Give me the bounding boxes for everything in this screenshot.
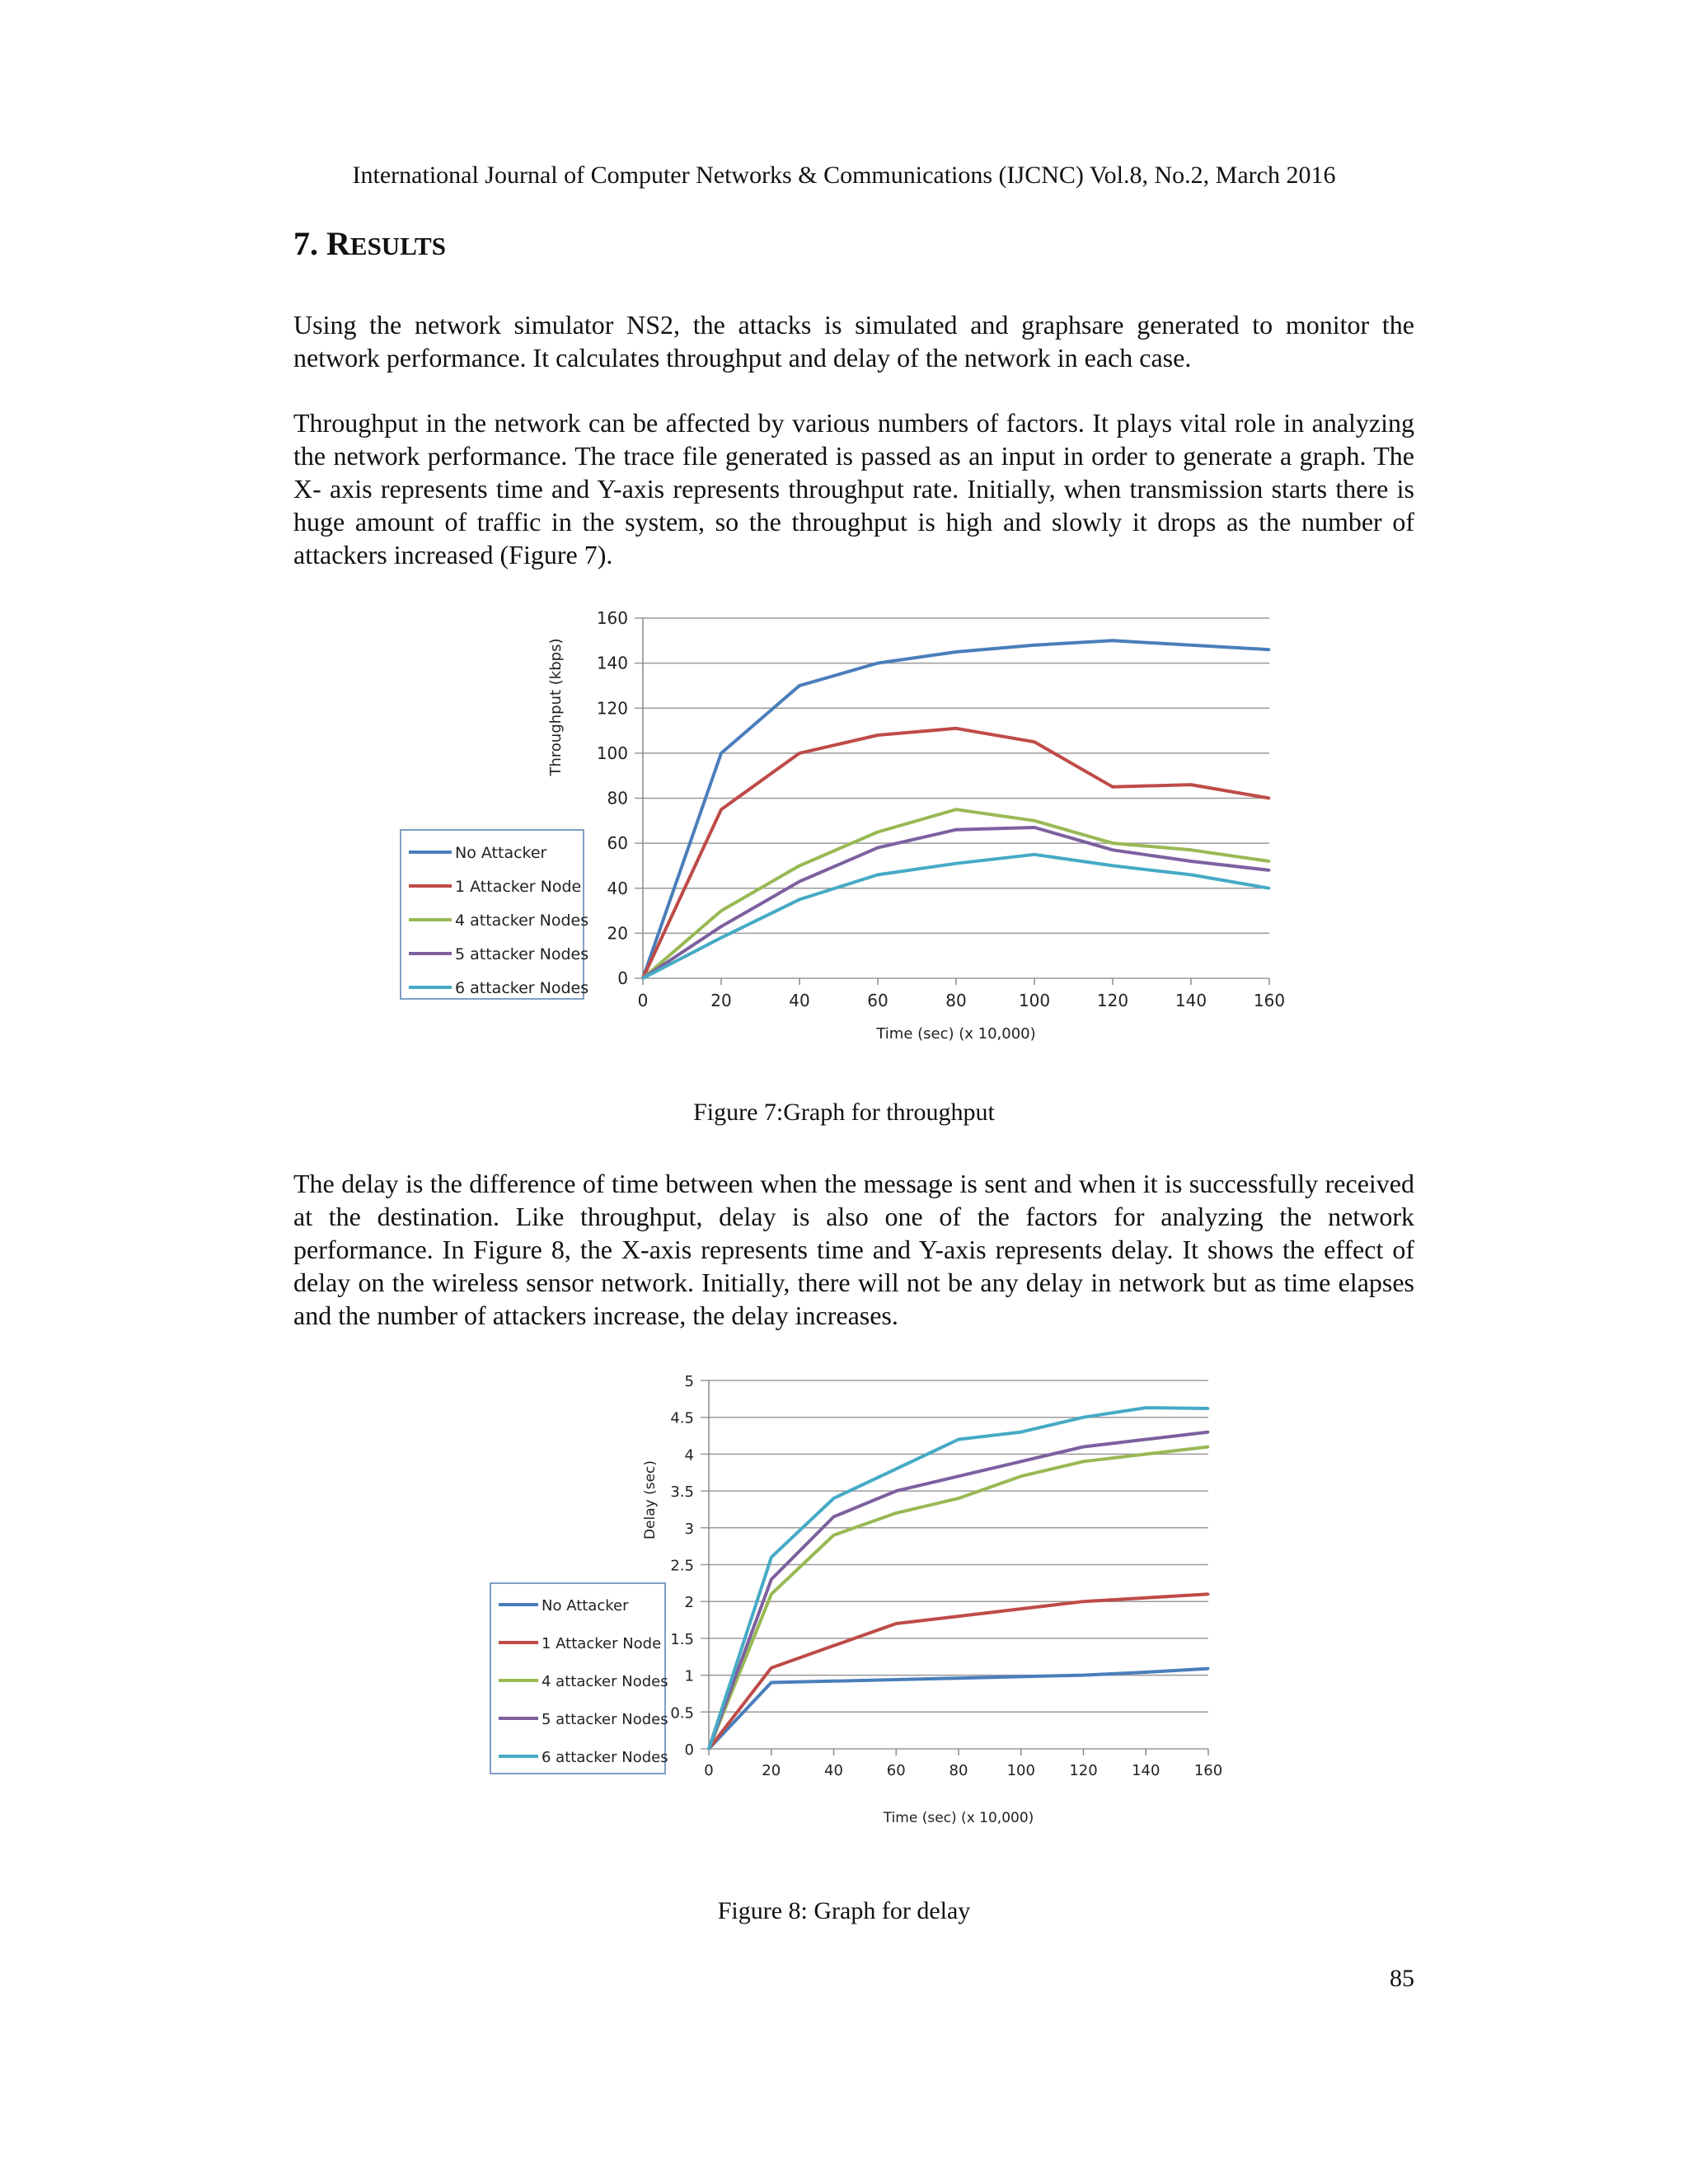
y-tick-label: 3.5 bbox=[670, 1483, 694, 1502]
data-point bbox=[799, 865, 801, 867]
data-point bbox=[1207, 1446, 1210, 1448]
data-point bbox=[877, 662, 879, 664]
data-point bbox=[895, 1623, 898, 1625]
paragraph-intro: Using the network simulator NS2, the attacks is simulated and graphsare generated to monitor the network performance. It calculates throughput and delay of the network in each case. bbox=[293, 310, 1414, 373]
data-point bbox=[877, 874, 879, 876]
x-tick-label: 140 bbox=[1132, 1762, 1160, 1779]
x-tick-label: 20 bbox=[710, 991, 732, 1010]
data-point bbox=[1020, 1431, 1022, 1433]
data-point bbox=[895, 1468, 898, 1470]
data-point bbox=[958, 1615, 960, 1618]
data-point bbox=[1268, 797, 1271, 799]
data-point bbox=[877, 846, 879, 849]
data-point bbox=[877, 831, 879, 833]
y-tick-label: 120 bbox=[596, 698, 628, 719]
data-point bbox=[1020, 1675, 1022, 1678]
data-point bbox=[1207, 1667, 1210, 1670]
data-point bbox=[770, 1578, 772, 1581]
y-tick-label: 0.5 bbox=[670, 1704, 694, 1722]
data-point bbox=[1190, 874, 1193, 876]
data-point bbox=[1190, 644, 1193, 646]
data-point bbox=[955, 808, 958, 811]
data-point bbox=[1145, 1453, 1147, 1455]
data-point bbox=[1034, 741, 1036, 743]
figure-7-caption: Figure 7:Graph for throughput bbox=[693, 1099, 995, 1126]
x-axis-label: Time (sec) (x 10,000) bbox=[876, 1025, 1036, 1043]
y-tick-label: 40 bbox=[607, 878, 628, 898]
data-point bbox=[1207, 1593, 1210, 1596]
data-point bbox=[1082, 1416, 1085, 1418]
x-tick-label: 120 bbox=[1096, 991, 1129, 1010]
data-point bbox=[1112, 865, 1114, 867]
y-tick-label: 160 bbox=[596, 608, 628, 628]
legend-entry: 6 attacker Nodes bbox=[455, 979, 589, 997]
data-point bbox=[955, 727, 958, 729]
x-tick-label: 80 bbox=[949, 1762, 968, 1779]
x-tick-label: 60 bbox=[886, 1762, 906, 1779]
data-point bbox=[832, 1644, 835, 1647]
section-title-initial: R bbox=[326, 225, 350, 262]
data-point bbox=[1190, 849, 1193, 851]
y-tick-label: 1 bbox=[684, 1667, 694, 1685]
data-point bbox=[799, 880, 801, 883]
data-point bbox=[1268, 869, 1271, 871]
legend-entry: 6 attacker Nodes bbox=[542, 1749, 668, 1766]
data-point bbox=[958, 1475, 960, 1478]
data-point bbox=[1034, 853, 1036, 855]
data-point bbox=[832, 1534, 835, 1536]
data-point bbox=[1207, 1431, 1210, 1433]
data-point bbox=[799, 752, 801, 754]
data-point bbox=[770, 1681, 772, 1684]
x-tick-label: 160 bbox=[1253, 991, 1286, 1010]
data-point bbox=[720, 752, 723, 754]
y-tick-label: 5 bbox=[684, 1373, 694, 1390]
y-tick-label: 100 bbox=[596, 743, 628, 763]
y-tick-label: 2 bbox=[684, 1594, 694, 1612]
data-point bbox=[1112, 849, 1114, 851]
data-point bbox=[1112, 842, 1114, 845]
x-tick-label: 60 bbox=[867, 991, 889, 1010]
series-line-2 bbox=[643, 729, 1269, 978]
data-point bbox=[770, 1593, 772, 1596]
y-tick-label: 0 bbox=[684, 1741, 694, 1759]
data-point bbox=[958, 1497, 960, 1500]
x-axis-label: Time (sec) (x 10,000) bbox=[883, 1810, 1034, 1826]
section-number: 7. bbox=[293, 225, 318, 262]
series-line-3 bbox=[643, 809, 1269, 978]
data-point bbox=[955, 650, 958, 653]
x-tick-label: 40 bbox=[824, 1762, 843, 1779]
legend-entry: 4 attacker Nodes bbox=[542, 1673, 668, 1690]
x-tick-label: 100 bbox=[1006, 1762, 1035, 1779]
data-point bbox=[1082, 1460, 1085, 1463]
y-tick-label: 4.5 bbox=[670, 1409, 694, 1427]
figure-8-caption: Figure 8: Graph for delay bbox=[717, 1897, 971, 1924]
y-tick-label: 1.5 bbox=[670, 1630, 694, 1648]
data-point bbox=[1112, 640, 1114, 642]
legend-entry: 5 attacker Nodes bbox=[455, 945, 589, 963]
data-point bbox=[1082, 1446, 1085, 1448]
data-point bbox=[877, 734, 879, 737]
y-tick-label: 80 bbox=[607, 788, 628, 808]
data-point bbox=[1020, 1475, 1022, 1478]
data-point bbox=[832, 1497, 835, 1500]
data-point bbox=[955, 828, 958, 831]
journal-header: International Journal of Computer Networks & Communications (IJCNC) Vol.8, No.2, March 2016 bbox=[352, 162, 1336, 189]
legend-entry: 5 attacker Nodes bbox=[542, 1711, 668, 1728]
data-point bbox=[1020, 1460, 1022, 1463]
legend-entry: 1 Attacker Node bbox=[542, 1635, 662, 1652]
data-point bbox=[1020, 1608, 1022, 1610]
data-point bbox=[799, 898, 801, 901]
data-point bbox=[1268, 887, 1271, 889]
delay-chart bbox=[486, 1352, 1228, 1846]
data-point bbox=[642, 977, 645, 980]
legend-entry: 1 Attacker Node bbox=[455, 878, 582, 896]
y-tick-label: 20 bbox=[607, 923, 628, 944]
y-tick-label: 4 bbox=[684, 1446, 694, 1465]
section-title bbox=[293, 224, 446, 263]
data-point bbox=[895, 1511, 898, 1514]
data-point bbox=[1207, 1407, 1210, 1409]
series-line-5 bbox=[709, 1408, 1208, 1749]
y-axis-label: Throughput (kbps) bbox=[547, 638, 565, 776]
x-tick-label: 140 bbox=[1175, 991, 1207, 1010]
x-tick-label: 0 bbox=[704, 1762, 714, 1779]
data-point bbox=[1034, 644, 1036, 646]
data-point bbox=[1145, 1671, 1147, 1674]
data-point bbox=[895, 1490, 898, 1493]
section-title-rest: ESULTS bbox=[349, 232, 446, 260]
data-point bbox=[770, 1556, 772, 1558]
data-point bbox=[832, 1680, 835, 1682]
data-point bbox=[895, 1678, 898, 1680]
data-point bbox=[1268, 649, 1271, 651]
legend-entry: No Attacker bbox=[455, 844, 547, 862]
paragraph-throughput: Throughput in the network can be affected by various numbers of factors. It plays vital role in analyzing the network performance. The trace file generated is passed as an input in order to generate a graph. The X- axis represents time and Y-axis represents throughput rate. Initially, when transmission starts there is huge amount of traffic in the system, so the throughput is high and slowly it drops as the number of attackers increased (Figure 7). bbox=[293, 408, 1414, 569]
y-tick-label: 2.5 bbox=[670, 1557, 694, 1575]
data-point bbox=[720, 936, 723, 939]
data-point bbox=[958, 1677, 960, 1680]
x-tick-label: 80 bbox=[945, 991, 967, 1010]
x-tick-label: 160 bbox=[1193, 1762, 1223, 1779]
data-point bbox=[955, 862, 958, 865]
data-point bbox=[832, 1516, 835, 1518]
data-point bbox=[1034, 827, 1036, 829]
x-tick-label: 0 bbox=[637, 991, 649, 1010]
series-line-1 bbox=[709, 1669, 1208, 1749]
legend-entry: No Attacker bbox=[542, 1597, 629, 1615]
data-point bbox=[1145, 1407, 1147, 1409]
page-number: 85 bbox=[1390, 1965, 1414, 1992]
data-point bbox=[1034, 819, 1036, 822]
x-tick-label: 100 bbox=[1018, 991, 1051, 1010]
y-tick-label: 140 bbox=[596, 653, 628, 673]
y-tick-label: 3 bbox=[684, 1520, 694, 1538]
y-tick-label: 0 bbox=[617, 968, 628, 988]
legend-entry: 4 attacker Nodes bbox=[455, 912, 589, 930]
data-point bbox=[1112, 785, 1114, 788]
data-point bbox=[708, 1748, 710, 1750]
data-point bbox=[720, 926, 723, 928]
x-tick-label: 20 bbox=[762, 1762, 781, 1779]
data-point bbox=[1082, 1674, 1085, 1676]
series-line-4 bbox=[709, 1432, 1208, 1749]
y-axis-label: Delay (sec) bbox=[642, 1460, 659, 1540]
data-point bbox=[1082, 1601, 1085, 1603]
throughput-chart bbox=[396, 593, 1319, 1055]
data-point bbox=[799, 684, 801, 687]
data-point bbox=[1268, 860, 1271, 862]
data-point bbox=[1145, 1438, 1147, 1441]
data-point bbox=[770, 1666, 772, 1669]
data-point bbox=[1190, 860, 1193, 862]
data-point bbox=[1190, 784, 1193, 786]
data-point bbox=[720, 910, 723, 912]
data-point bbox=[720, 808, 723, 811]
data-point bbox=[958, 1438, 960, 1441]
x-tick-label: 40 bbox=[789, 991, 810, 1010]
paragraph-delay: The delay is the difference of time between when the message is sent and when it is successfully received at the destination. Like throughput, delay is also one of the factors for analyzing the network performance. In Figure 8, the X-axis represents time and Y-axis represents delay. It shows the effect of delay on the wireless sensor network. Initially, there will not be any delay in network but as time elapses and the number of attackers increase, the delay increases. bbox=[293, 1169, 1414, 1330]
y-tick-label: 60 bbox=[607, 833, 628, 854]
data-point bbox=[1145, 1596, 1147, 1599]
x-tick-label: 120 bbox=[1069, 1762, 1098, 1779]
